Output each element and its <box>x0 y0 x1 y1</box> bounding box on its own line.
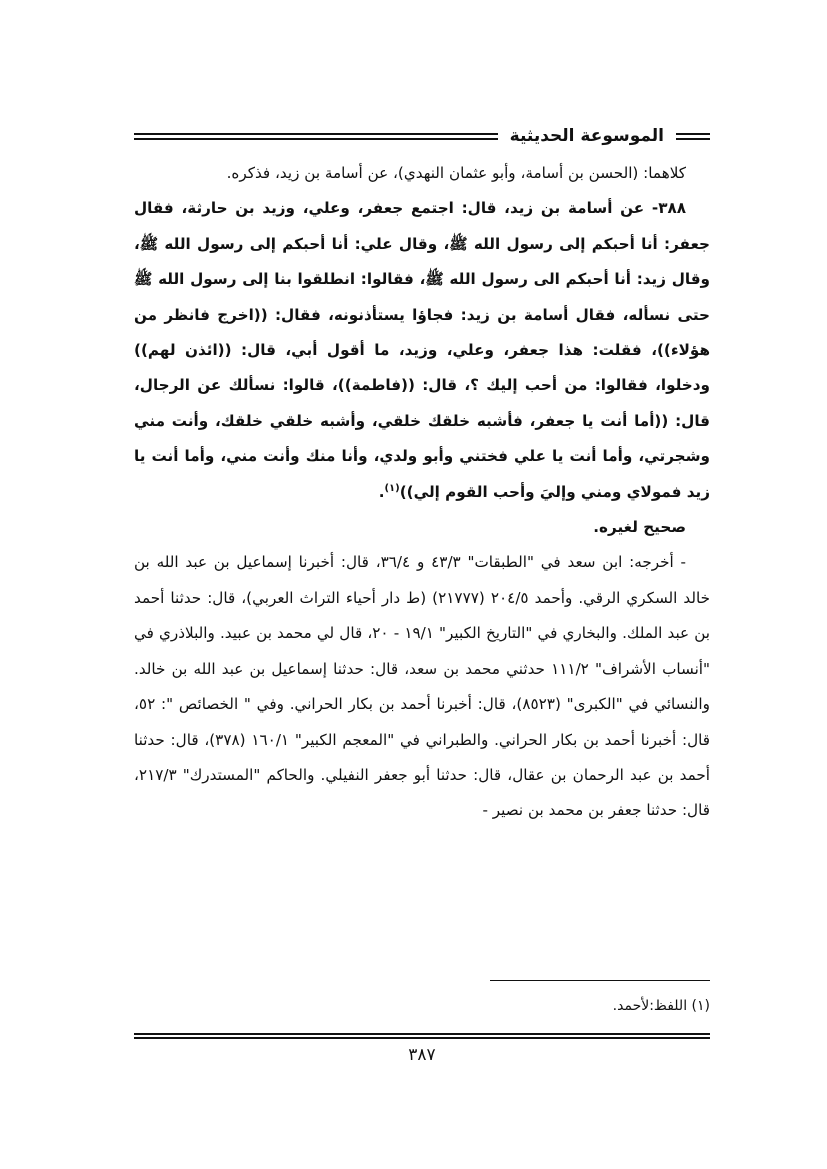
hadith-grade: صحيح لغيره. <box>593 518 686 537</box>
hadith-end: . <box>378 482 385 501</box>
footnote: (١) اللفظ:لأحمد. <box>612 998 710 1014</box>
takhrij-paragraph: - أخرجه: ابن سعد في "الطبقات" ٤٣/٣ و ٣٦/٤، قال: أخبرنا إسماعيل بن عبد الله بن خالد السكري الرقي. وأحمد ٢٠٤/٥ (٢١٧٧٧) (ط دار أحياء التراث العربي)، قال: حدثنا أحمد بن عبد الملك. والبخاري في "التاريخ الكبير" ١٩/١ - ٢٠، قال لي محمد بن عبيد. والبلاذري في "أنساب الأشراف" ١١١/٢ حدثني محمد بن سعد، قال: حدثنا إسماعيل بن عبد الله بن خالد. والنسائي في "الكبرى" (٨٥٢٣)، قال: أخبرنا أحمد بن بكار الحراني. وفي " الخصائص ": ٥٢، قال: أخبرنا أحمد بن بكار الحراني. والطبراني في "المعجم الكبير" ١٦٠/١ (٣٧٨)، قال: حدثنا أحمد بن عبد الرحمان بن عقال، قال: حدثنا أبو جعفر النفيلي. والحاكم "المستدرك" ٢١٧/٣، قال: حدثنا جعفر بن محمد بن نصير - <box>134 553 711 820</box>
page-number: ٣٨٧ <box>408 1045 436 1065</box>
header-title: الموسوعة الحديثية <box>509 126 664 146</box>
header-rule-left <box>134 133 498 140</box>
footer-rule <box>134 1033 710 1039</box>
main-text <box>134 156 710 829</box>
running-header <box>134 122 710 150</box>
intro-paragraph: كلاهما: (الحسن بن أسامة، وأبو عثمان النهدي)، عن أسامة بن زيد، فذكره. <box>226 164 686 182</box>
hadith-paragraph <box>134 191 710 510</box>
hadith-text: ٣٨٨- عن أسامة بن زيد، قال: اجتمع جعفر، وعلي، وزيد بن حارثة، فقال جعفر: أنا أحبكم إلى رسول الله ﷺ، وقال علي: أنا أحبكم إلى رسول الله ﷺ، وقال زيد: أنا أحبكم الى رسول الله ﷺ، فقالوا: انطلقوا بنا إلى رسول الله ﷺ حتى نسأله، فقال أسامة بن زيد: فجاؤا يستأذنونه، فقال: ((اخرج فانظر من هؤلاء))، فقلت: هذا جعفر، وعلي، وزيد، ما أقول أبي، قال: ((ائذن لهم)) ودخلوا، فقالوا: من أحب إليك ؟، قال: ((فاطمة))، قالوا: نسألك عن الرجال، قال: ((أما أنت يا جعفر، فأشبه خلقك خلقي، وأشبه خلقي خلقك، وأنت مني وشجرتي، وأما أنت يا علي فختني وأبو ولدي، وأنا منك وأنت مني، وأما أنت يا زيد فمولاي ومني وإليَ وأحب القوم إلي)) <box>134 199 710 501</box>
footnote-separator <box>490 980 710 981</box>
header-rule-right <box>676 133 710 140</box>
footnote-reference: (١) <box>384 482 400 494</box>
